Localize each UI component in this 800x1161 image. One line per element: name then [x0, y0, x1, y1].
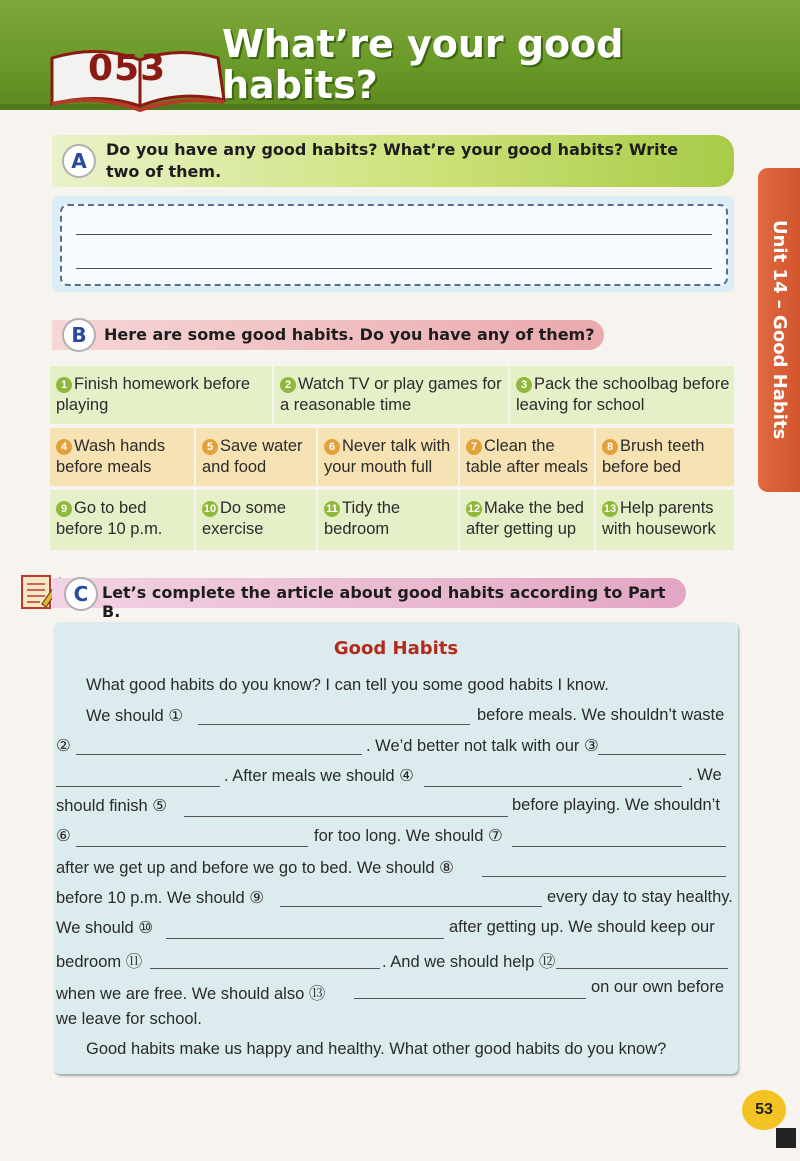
habit-text-7: Clean the table after meals	[466, 437, 588, 476]
lesson-number: 053	[88, 48, 167, 89]
unit-tab-label: Unit 14 – Good Habits	[769, 220, 790, 440]
page-title-line-2: habits?	[222, 63, 378, 107]
blank-3-continued[interactable]	[56, 786, 220, 787]
answer-line-1[interactable]	[76, 234, 712, 235]
article-blank-7-label: for too long. We should ⑦	[314, 827, 503, 845]
habit-item-10	[196, 490, 316, 550]
article-blank-5-label: should finish ⑤	[56, 797, 168, 815]
blank-10[interactable]	[166, 938, 444, 939]
blank-2[interactable]	[76, 754, 362, 755]
section-c-badge: C	[64, 577, 98, 611]
article-blank-6-label: ⑥	[56, 827, 71, 845]
section-a-instruction: Do you have any good habits? What’re your good habits? Write two of them.	[106, 140, 679, 181]
section-b-instruction: Here are some good habits. Do you have any of them?	[104, 325, 595, 344]
habit-item-4	[50, 428, 194, 486]
article-line-13-end: on our own before	[591, 978, 725, 996]
habit-text-2: Watch TV or play games for a reasonable time	[280, 375, 502, 414]
blank-4[interactable]	[424, 786, 682, 787]
article-blank-10-label: We should ⑩	[56, 919, 154, 937]
habit-number-6: 6	[324, 439, 340, 455]
habit-text-6: Never talk with your mouth full	[324, 437, 451, 476]
habit-item-9	[50, 490, 194, 550]
habit-text-4: Wash hands before meals	[56, 437, 166, 476]
habit-number-8: 8	[602, 439, 618, 455]
section-c-instruction: Let’s complete the article about good habits according to Part B.	[102, 583, 666, 621]
qr-code-icon	[776, 1128, 796, 1148]
section-b-header	[52, 320, 604, 350]
habit-number-7: 7	[466, 439, 482, 455]
habit-number-2: 2	[280, 377, 296, 393]
article-line-closing-2: Good habits make us happy and healthy. What other good habits do you know?	[86, 1040, 667, 1058]
habit-item-2	[274, 366, 508, 424]
blank-11[interactable]	[150, 968, 380, 969]
habit-text-3: Pack the schoolbag before leaving for school	[516, 375, 730, 414]
section-c-header	[52, 578, 686, 621]
article-blank-12-label: . And we should help ⑫	[382, 953, 556, 971]
article-blank-13-label: when we are free. We should also ⑬	[56, 985, 326, 1003]
blank-6[interactable]	[76, 846, 308, 847]
answer-box	[52, 196, 734, 292]
article-blank-3-label: . We’d better not talk with our ③	[366, 737, 599, 755]
habit-number-1: 1	[56, 377, 72, 393]
habit-text-10: Do some exercise	[202, 499, 287, 538]
blank-8[interactable]	[482, 876, 726, 877]
section-a-badge: A	[62, 144, 96, 178]
habit-item-11	[318, 490, 458, 550]
answer-box-dashed-frame	[60, 204, 728, 286]
article-line-closing-1: we leave for school.	[56, 1010, 202, 1028]
blank-1[interactable]	[198, 724, 470, 725]
article-blank-1-label: We should ①	[86, 707, 184, 725]
habit-text-5: Save water and food	[202, 437, 303, 476]
habit-number-12: 12	[467, 503, 481, 515]
article-line-4-end: . We	[688, 766, 722, 784]
habit-text-13: Help parents with housework	[602, 499, 716, 538]
page-number: 53	[742, 1090, 786, 1130]
habit-text-8: Brush teeth before bed	[602, 437, 705, 476]
habit-item-5	[196, 428, 316, 486]
habit-number-5: 5	[202, 439, 218, 455]
habit-number-10: 10	[203, 503, 217, 515]
unit-tab	[758, 168, 800, 492]
habit-item-12	[460, 490, 594, 550]
habit-text-11: Tidy the bedroom	[324, 499, 401, 538]
habit-number-9: 9	[56, 501, 72, 517]
habit-text-9: Go to bed before 10 p.m.	[56, 499, 163, 538]
blank-7[interactable]	[512, 846, 726, 847]
blank-12[interactable]	[556, 968, 728, 969]
article-blank-11-label: bedroom ⑪	[56, 953, 143, 971]
habit-item-1	[50, 366, 272, 424]
article-line-10-end: after getting up. We should keep our	[449, 918, 715, 936]
section-b-badge: B	[62, 318, 96, 352]
habit-text-1: Finish homework before playing	[56, 375, 251, 414]
article-blank-8-label: after we get up and before we go to bed. We should ⑧	[56, 859, 454, 877]
page-title-line-1: What’re your good	[222, 22, 624, 66]
article-blank-4-label: . After meals we should ④	[224, 767, 414, 785]
habit-item-13	[596, 490, 734, 550]
article-title: Good Habits	[333, 638, 459, 659]
habit-item-8	[596, 428, 734, 486]
habit-number-13: 13	[603, 503, 617, 515]
blank-9[interactable]	[280, 906, 542, 907]
section-a-header	[52, 135, 734, 187]
habit-text-12: Make the bed after getting up	[466, 499, 584, 538]
article-blank-9-label: before 10 p.m. We should ⑨	[56, 889, 265, 907]
page-title	[222, 24, 642, 106]
blank-13[interactable]	[354, 998, 586, 999]
habit-item-6	[318, 428, 458, 486]
habit-item-7	[460, 428, 594, 486]
blank-3[interactable]	[598, 754, 726, 755]
habit-number-11: 11	[324, 501, 340, 517]
habit-number-4: 4	[56, 439, 72, 455]
article-line-5-end: before playing. We shouldn’t	[512, 796, 720, 814]
article-line-9-end: every day to stay healthy.	[547, 888, 733, 906]
article-line-intro: What good habits do you know? I can tell you some good habits I know.	[86, 676, 609, 694]
answer-line-2[interactable]	[76, 268, 712, 269]
habit-number-3: 3	[516, 377, 532, 393]
blank-5[interactable]	[184, 816, 508, 817]
article-line-2-end: before meals. We shouldn’t waste	[477, 706, 725, 724]
habit-item-3	[510, 366, 734, 424]
article-blank-2-label: ②	[56, 737, 71, 755]
